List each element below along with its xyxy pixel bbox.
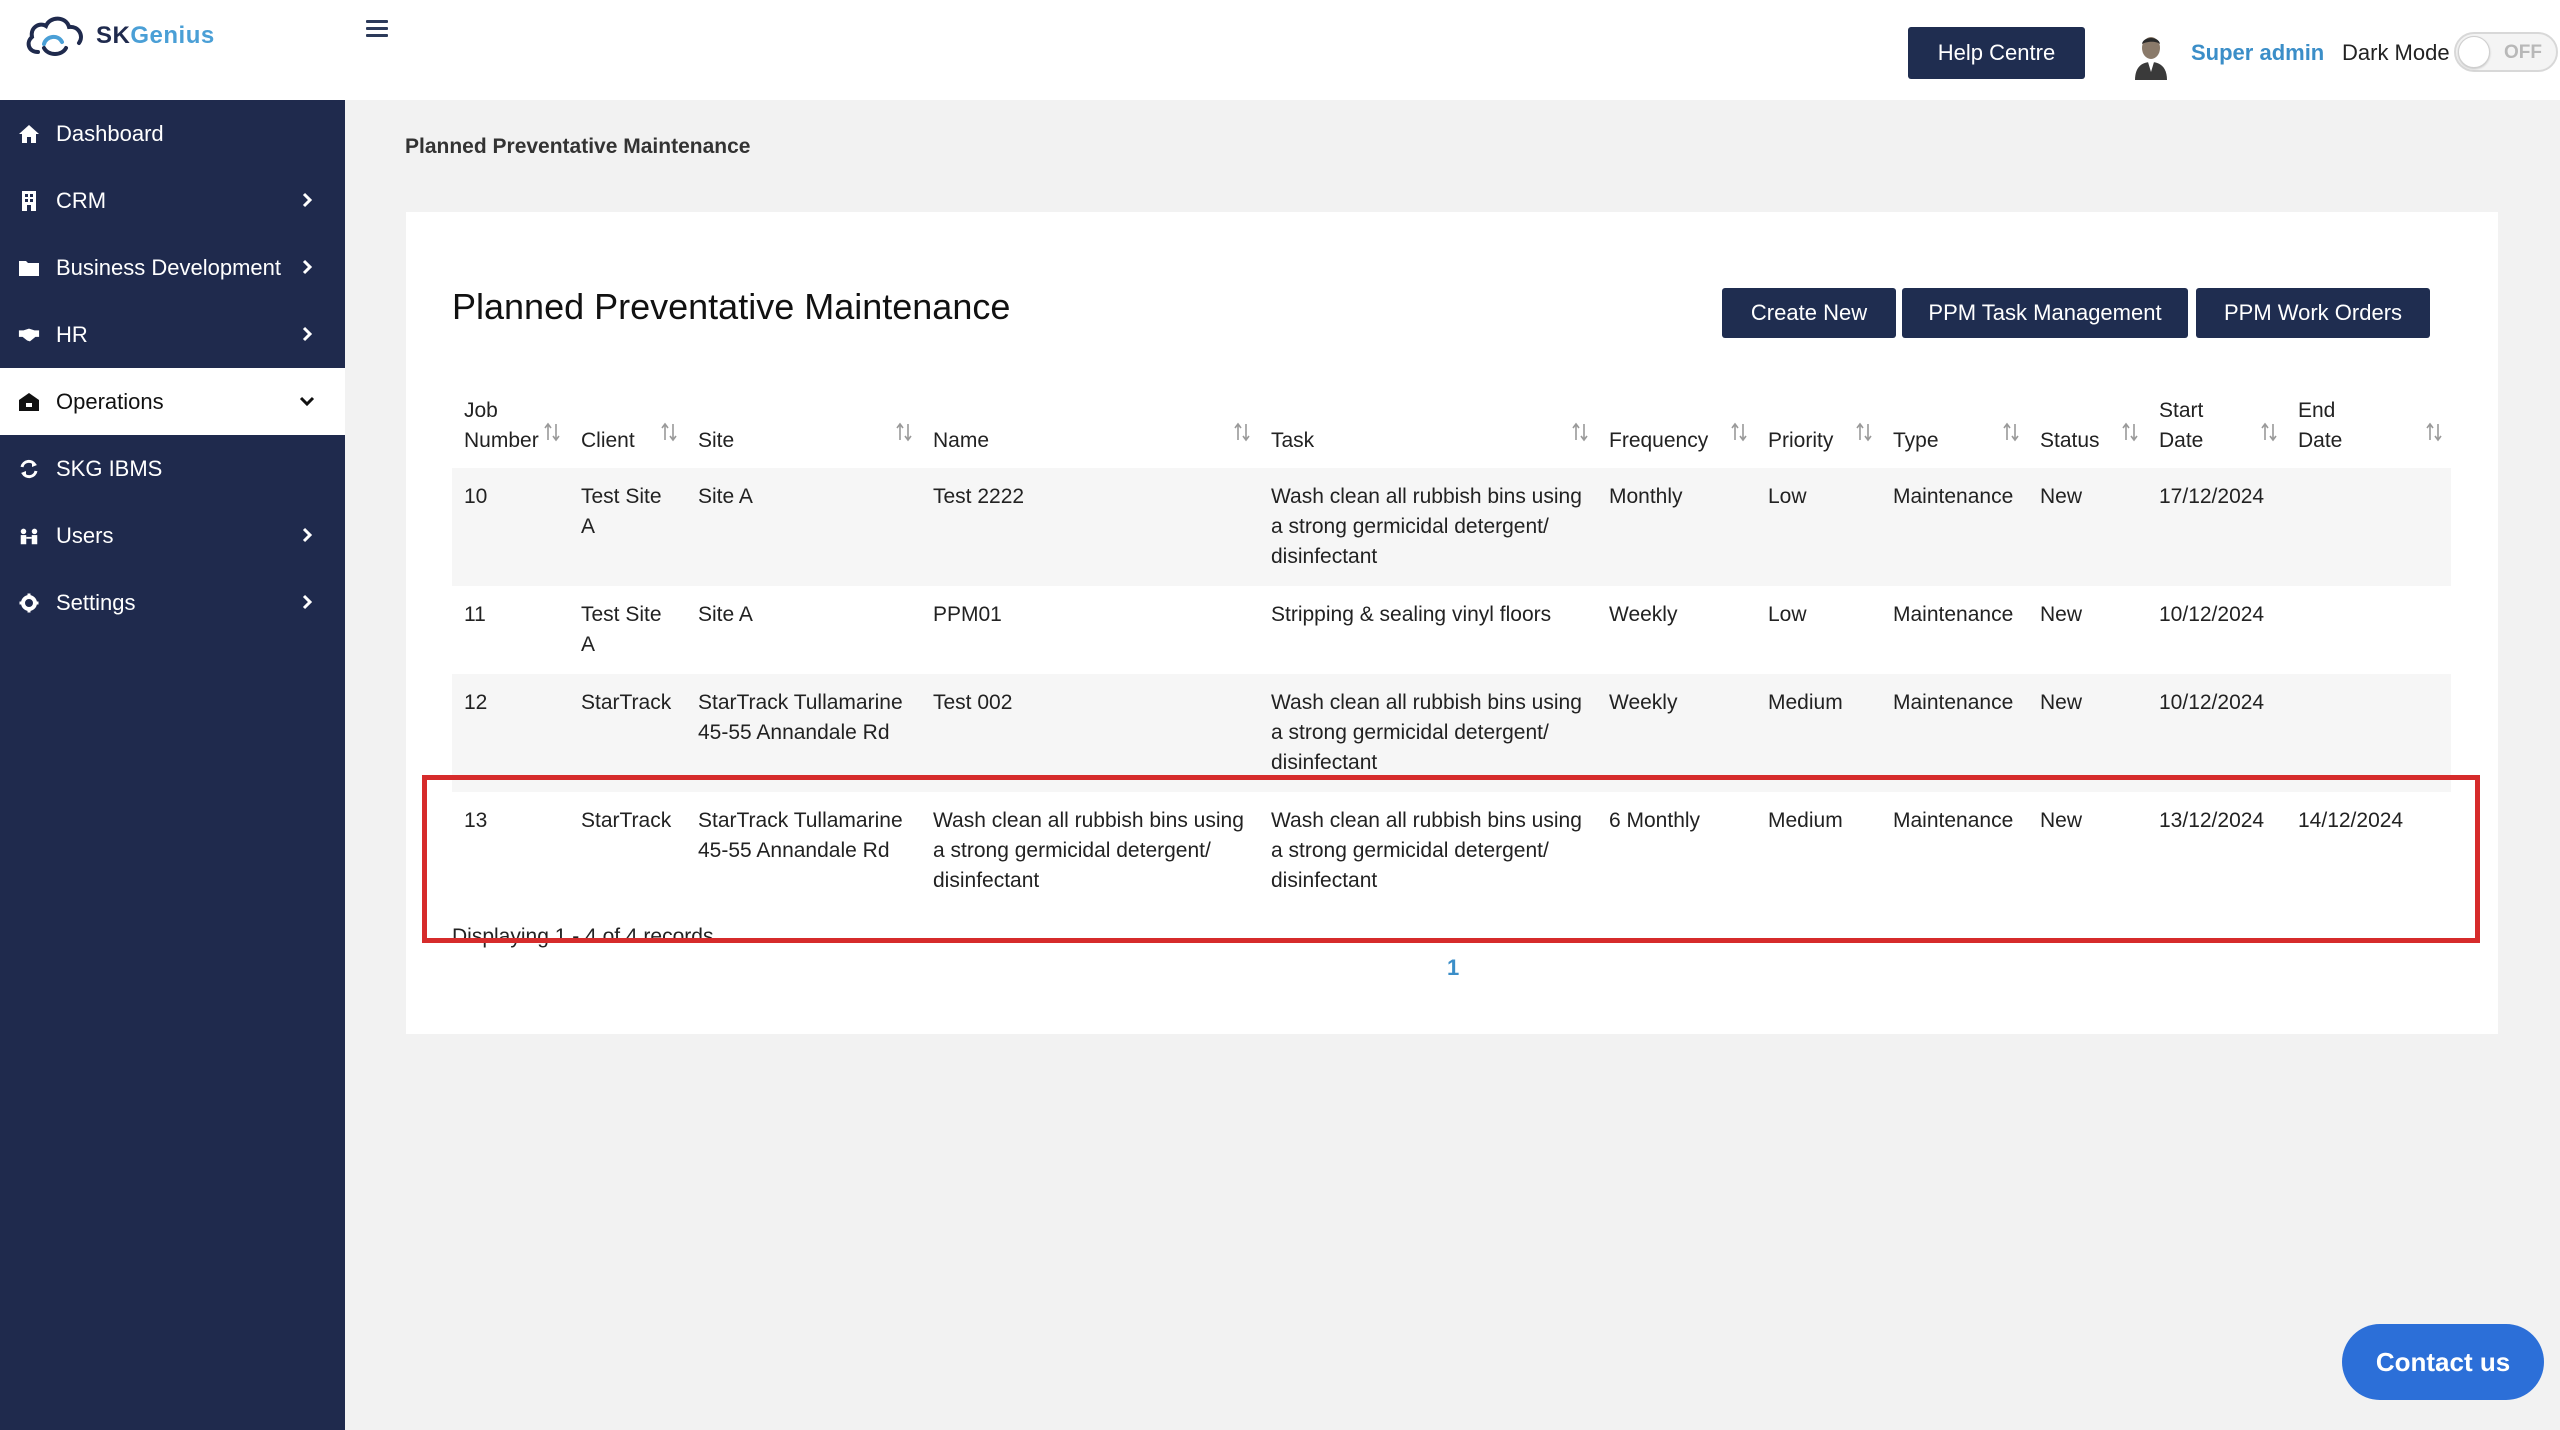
cell-client: Test Site A bbox=[581, 603, 662, 656]
help-centre-button[interactable]: Help Centre bbox=[1908, 27, 2085, 79]
sort-icon[interactable] bbox=[1233, 422, 1251, 442]
header-label: Job bbox=[464, 399, 498, 422]
sidebar-item-hr[interactable] bbox=[0, 301, 345, 368]
cell-status: New bbox=[2040, 603, 2083, 626]
header-label: Priority bbox=[1768, 429, 1834, 452]
cell-status: New bbox=[2028, 674, 2147, 792]
header-label: Date bbox=[2298, 429, 2343, 452]
building-icon bbox=[18, 190, 40, 212]
sort-icon[interactable] bbox=[1855, 422, 1873, 442]
cell-end-date bbox=[2286, 586, 2451, 674]
cell-end-date: 14/12/2024 bbox=[2298, 809, 2404, 832]
toggle-state: OFF bbox=[2504, 42, 2542, 63]
sidebar-item-label: CRM bbox=[56, 187, 107, 213]
sort-icon[interactable] bbox=[2260, 422, 2278, 442]
menu-toggle-icon[interactable] bbox=[366, 20, 388, 38]
contact-us-button[interactable]: Contact us bbox=[2342, 1324, 2544, 1400]
page-title: Planned Preventative Maintenance bbox=[452, 286, 1011, 327]
sidebar-item-label: SKG IBMS bbox=[56, 455, 163, 481]
header-label: Type bbox=[1893, 429, 1939, 452]
header-label: Date bbox=[2159, 429, 2204, 452]
cell-start-date: 13/12/2024 bbox=[2159, 809, 2265, 832]
brand-sk: SK bbox=[96, 22, 131, 49]
sidebar-item-settings[interactable] bbox=[0, 569, 345, 636]
cell-frequency: 6 Monthly bbox=[1609, 809, 1701, 832]
dark-mode-toggle[interactable] bbox=[2454, 32, 2558, 72]
cell-client: StarTrack bbox=[569, 674, 686, 792]
cell-client: StarTrack bbox=[581, 809, 672, 832]
sidebar-item-label: Dashboard bbox=[56, 120, 164, 146]
chevron-right-icon bbox=[299, 256, 315, 278]
sort-icon[interactable] bbox=[1571, 422, 1589, 442]
cell-site: StarTrack Tullamarine 45-55 Annandale Rd bbox=[686, 674, 921, 792]
cell-name: Test 002 bbox=[921, 674, 1259, 792]
chevron-right-icon bbox=[299, 524, 315, 546]
sort-icon[interactable] bbox=[895, 422, 913, 442]
cell-name: PPM01 bbox=[933, 603, 1002, 626]
row-highlight-box bbox=[422, 775, 2480, 943]
cell-status: New bbox=[2040, 809, 2083, 832]
sidebar-item-skg-ibms[interactable] bbox=[0, 435, 345, 502]
cell-priority: Medium bbox=[1756, 674, 1881, 792]
column-header-priority[interactable] bbox=[1756, 386, 1881, 468]
header-label: Client bbox=[581, 429, 635, 452]
cell-type: Maintenance bbox=[1881, 674, 2028, 792]
sidebar-item-label: Business Development bbox=[56, 254, 282, 280]
folder-icon bbox=[18, 257, 40, 279]
sort-icon[interactable] bbox=[660, 422, 678, 442]
column-header-frequency[interactable] bbox=[1597, 386, 1756, 468]
cell-frequency: Weekly bbox=[1597, 674, 1756, 792]
cell-site: StarTrack Tullamarine 45-55 Annandale Rd bbox=[698, 809, 903, 862]
cell-priority: Low bbox=[1756, 468, 1881, 586]
home-icon bbox=[18, 123, 40, 145]
sort-icon[interactable] bbox=[1730, 422, 1748, 442]
records-count: Displaying 1 - 4 of 4 records bbox=[452, 925, 714, 948]
cell-client: Test Site A bbox=[569, 468, 686, 586]
cell-type: Maintenance bbox=[1893, 809, 2014, 832]
cell-site: Site A bbox=[698, 603, 753, 626]
handshake-icon bbox=[18, 324, 40, 346]
user-name-link[interactable]: Super admin bbox=[2191, 40, 2325, 65]
avatar[interactable] bbox=[2131, 34, 2171, 80]
sort-icon[interactable] bbox=[2002, 422, 2020, 442]
cell-frequency: Weekly bbox=[1609, 603, 1678, 626]
sidebar-item-label: Users bbox=[56, 522, 114, 548]
column-header-end-date[interactable] bbox=[2286, 386, 2451, 468]
dark-mode-label: Dark Mode bbox=[2342, 40, 2450, 65]
sync-icon bbox=[18, 458, 40, 480]
cell-frequency: Monthly bbox=[1597, 468, 1756, 586]
sidebar bbox=[0, 100, 345, 1430]
chevron-right-icon bbox=[299, 591, 315, 613]
table-row[interactable] bbox=[452, 586, 2451, 674]
cell-task: Wash clean all rubbish bins using a strong germicidal detergent/ disinfectant bbox=[1259, 468, 1597, 586]
sidebar-item-users[interactable] bbox=[0, 502, 345, 569]
cell-job-number: 12 bbox=[452, 674, 569, 792]
cell-start-date: 17/12/2024 bbox=[2147, 468, 2286, 586]
cell-priority: Low bbox=[1768, 603, 1807, 626]
breadcrumb: Planned Preventative Maintenance bbox=[405, 135, 751, 158]
cloud-logo-icon bbox=[22, 12, 88, 60]
sort-icon[interactable] bbox=[2425, 422, 2443, 442]
sidebar-item-label: HR bbox=[56, 321, 88, 347]
brand-genius: Genius bbox=[130, 22, 215, 49]
column-header-start-date[interactable] bbox=[2147, 386, 2286, 468]
column-header-type[interactable] bbox=[1881, 386, 2028, 468]
cell-task: Stripping & sealing vinyl floors bbox=[1271, 603, 1552, 626]
cell-type: Maintenance bbox=[1881, 468, 2028, 586]
cell-name: Test 2222 bbox=[921, 468, 1259, 586]
pagination-page-1[interactable]: 1 bbox=[1447, 955, 1460, 980]
column-header-client[interactable] bbox=[569, 386, 686, 468]
cell-status: New bbox=[2028, 468, 2147, 586]
cell-site: Site A bbox=[686, 468, 921, 586]
table-row[interactable] bbox=[452, 468, 2451, 586]
cell-priority: Medium bbox=[1768, 809, 1843, 832]
chevron-down-icon bbox=[299, 390, 315, 412]
cell-job-number: 11 bbox=[464, 603, 486, 626]
toolbox-icon bbox=[18, 391, 40, 413]
column-header-name[interactable] bbox=[921, 386, 1259, 468]
brand-logo[interactable] bbox=[22, 12, 215, 60]
header-label: Status bbox=[2040, 429, 2100, 452]
sort-icon[interactable] bbox=[2121, 422, 2139, 442]
cell-task: Wash clean all rubbish bins using a strong germicidal detergent/ disinfectant bbox=[1259, 674, 1597, 792]
chevron-right-icon bbox=[299, 189, 315, 211]
sidebar-item-label: Operations bbox=[56, 388, 164, 414]
brand-name bbox=[96, 22, 215, 50]
sidebar-item-operations[interactable] bbox=[0, 368, 345, 435]
create-new-button[interactable]: Create New bbox=[1722, 288, 1896, 338]
column-header-task[interactable] bbox=[1259, 386, 1597, 468]
cell-type: Maintenance bbox=[1893, 603, 2014, 626]
table-header-row bbox=[452, 386, 2451, 468]
column-header-job-number[interactable] bbox=[452, 386, 569, 468]
header-label: Name bbox=[933, 429, 990, 452]
sidebar-item-dashboard[interactable] bbox=[0, 100, 345, 167]
sort-icon[interactable] bbox=[543, 422, 561, 442]
sidebar-item-business-development[interactable] bbox=[0, 234, 345, 301]
header-label: Task bbox=[1271, 429, 1315, 452]
gear-icon bbox=[18, 592, 40, 614]
top-header bbox=[0, 0, 2560, 100]
cell-start-date: 10/12/2024 bbox=[2147, 674, 2286, 792]
header-label: End bbox=[2298, 399, 2336, 422]
sidebar-item-label: Settings bbox=[56, 589, 136, 615]
cell-end-date bbox=[2286, 468, 2451, 586]
cell-name: Wash clean all rubbish bins using a strong germicidal detergent/ disinfectant bbox=[933, 809, 1244, 892]
cell-start-date: 10/12/2024 bbox=[2159, 603, 2265, 626]
ppm-task-management-button[interactable]: PPM Task Management bbox=[1902, 288, 2188, 338]
header-label: Number bbox=[464, 429, 539, 452]
users-icon bbox=[18, 525, 40, 547]
header-label: Start bbox=[2159, 399, 2204, 422]
column-header-site[interactable] bbox=[686, 386, 921, 468]
header-label: Site bbox=[698, 429, 735, 452]
cell-job-number: 10 bbox=[452, 468, 569, 586]
toggle-knob bbox=[2458, 36, 2490, 68]
sidebar-item-crm[interactable] bbox=[0, 167, 345, 234]
cell-task: Wash clean all rubbish bins using a strong germicidal detergent/ disinfectant bbox=[1271, 809, 1582, 892]
cell-job-number: 13 bbox=[464, 809, 488, 832]
column-header-status[interactable] bbox=[2028, 386, 2147, 468]
header-label: Frequency bbox=[1609, 429, 1709, 452]
ppm-work-orders-button[interactable]: PPM Work Orders bbox=[2196, 288, 2430, 338]
chevron-right-icon bbox=[299, 323, 315, 345]
